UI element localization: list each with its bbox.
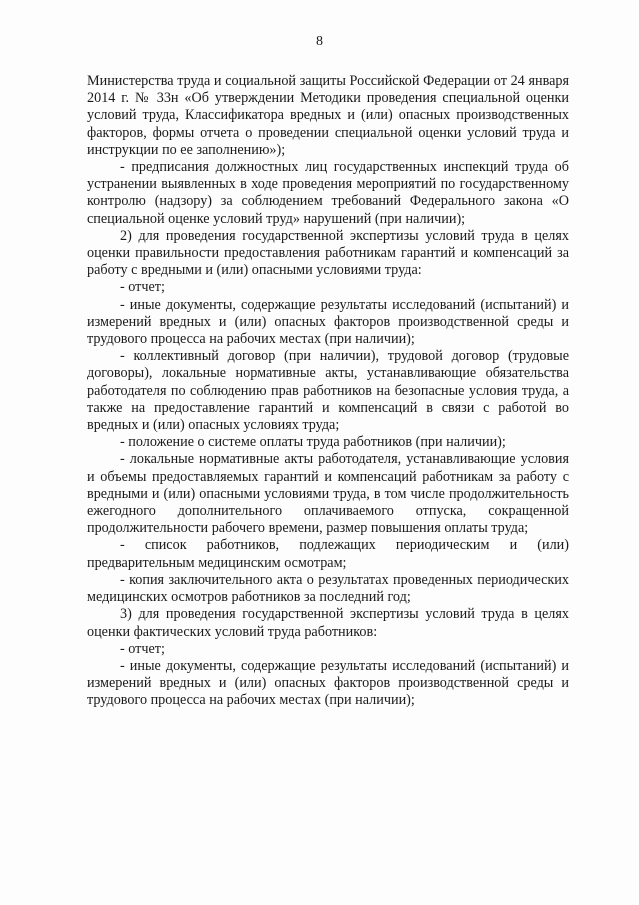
document-body bbox=[87, 73, 569, 710]
paragraph-section-3: 3) для проведения государственной экспертизы условий труда в целях оценки фактических условий труда работников: bbox=[87, 606, 569, 640]
list-item-pay-system: - положение о системе оплаты труда работников (при наличии); bbox=[120, 434, 506, 451]
list-item-collective-agreement: - коллективный договор (при наличии), трудовой договор (трудовые договоры), локальные нормативные акты, устанавливающие обязательства работодателя по соблюдению прав работников на безопасные условия труда, а также на предоставление гарантий и компенсаций в связи с работой во вредных и (или) опасных условиях труда; bbox=[87, 348, 569, 434]
paragraph-section-2: 2) для проведения государственной экспертизы условий труда в целях оценки правильности предоставления работникам гарантий и компенсаций за работу с вредными и (или) опасными условиями труда: bbox=[87, 227, 569, 279]
paragraph-order-reference: Министерства труда и социальной защиты Российской Федерации от 24 января 2014 г. № 33н «Об утверждении Методики проведения специальной оценки условий труда, Классификатора вредных и (или) опасных производственных факторов, формы отчета о проведении специальной оценки условий труда и инструкции по ее заполнению»); bbox=[87, 73, 569, 158]
list-item-local-acts: - локальные нормативные акты работодателя, устанавливающие условия и объемы предоставляемых гарантий и компенсаций работникам за работу с вредными и (или) опасными условиями труда, в том числе продолжительность ежегодного дополнительного оплачиваемого отпуска, сокращенной продолжительности рабочего времени, размер повышения оплаты труда; bbox=[87, 451, 569, 537]
list-item-final-act: - копия заключительного акта о результатах проведенных периодических медицинских осмотров работников за последний год; bbox=[87, 571, 569, 606]
page-number: 8 bbox=[316, 34, 323, 49]
list-item-report: - отчет; bbox=[120, 279, 165, 296]
list-item-report-2: - отчет; bbox=[120, 640, 165, 657]
list-item-inspection-orders: - предписания должностных лиц государственных инспекций труда об устранении выявленных в ходе проведения мероприятий по государственному контролю (надзору) за соблюдением требований Федерального закона «О специальной оценке условий труд» нарушений (при наличии); bbox=[87, 159, 569, 227]
list-item-other-documents-2: - иные документы, содержащие результаты исследований (испытаний) и измерений вредных и (или) опасных факторов производственной среды и трудового процесса на рабочих местах (при наличии); bbox=[87, 657, 569, 709]
list-item-employee-list: - список работников, подлежащих периодическим и (или) предварительным медицинским осмотрам; bbox=[87, 537, 569, 571]
list-item-other-documents: - иные документы, содержащие результаты исследований (испытаний) и измерений вредных и (или) опасных факторов производственной среды и трудового процесса на рабочих местах (при наличии); bbox=[87, 296, 569, 348]
